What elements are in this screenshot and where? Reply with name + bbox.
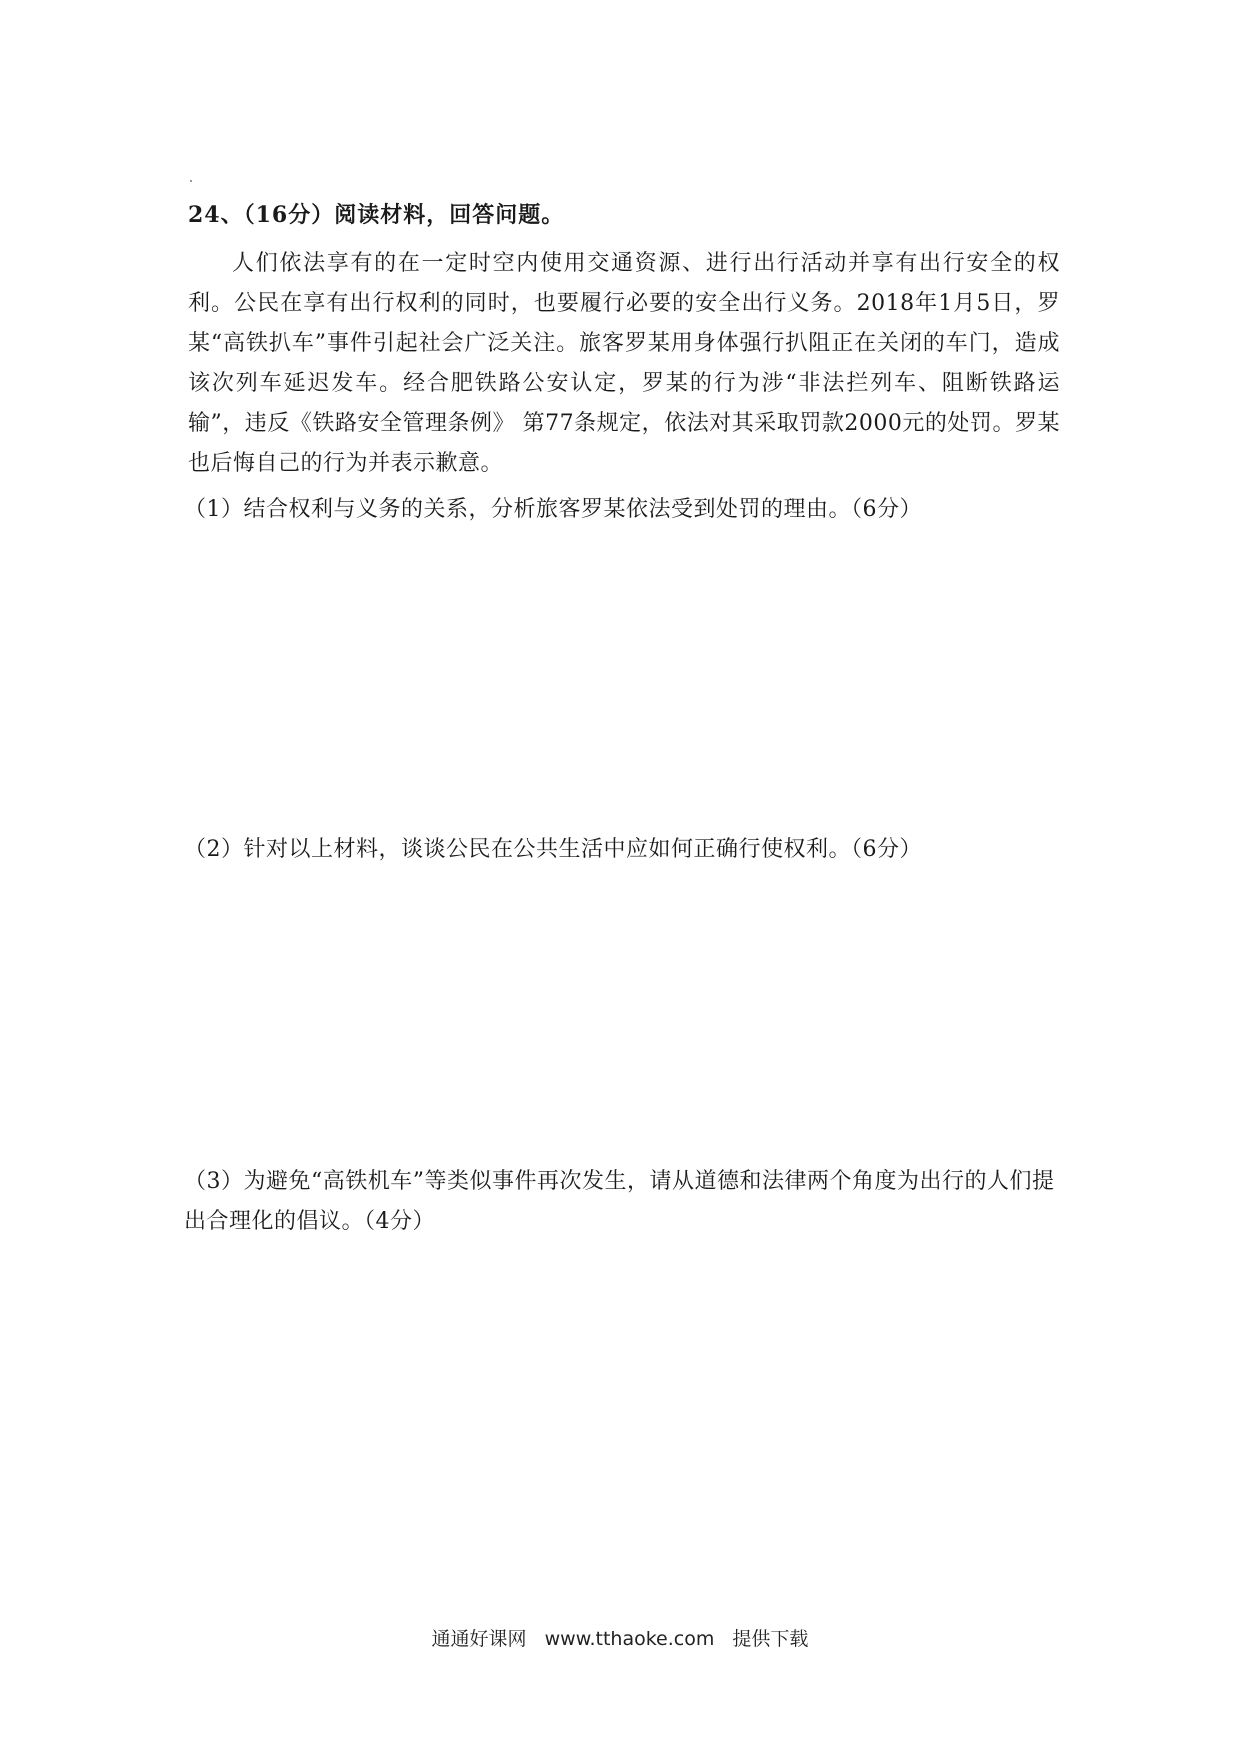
subquestion-1: （1）结合权利与义务的关系，分析旅客罗某依法受到处罚的理由。（6分）	[184, 497, 922, 522]
footer-site-name: 通通好课网	[431, 1628, 527, 1650]
subquestion-3: （3）为避免“高铁机车”等类似事件再次发生，请从道德和法律两个角度为出行的人们提出合理化的倡议。（4分）	[184, 1169, 1055, 1234]
question-header: 24、（16分）阅读材料，回答问题。	[188, 202, 565, 228]
subquestion-2: （2）针对以上材料，谈谈公民在公共生活中应如何正确行使权利。（6分）	[184, 837, 922, 862]
footer-url[interactable]: www.tthaoke.com	[544, 1628, 715, 1650]
material-paragraph: 人们依法享有的在一定时空内使用交通资源、进行出行活动并享有出行安全的权利。公民在享有出行权利的同时，也要履行必要的安全出行义务。2018年1月5日，罗某“高铁扒车”事件引起社会广泛关注。旅客罗某用身体强行扒阻正在关闭的车门，造成该次列车延迟发车。经合肥铁路公安认定，罗某的行为涉“非法拦列车、阻断铁路运输”，违反《铁路安全管理条例》 第77条规定，依法对其采取罚款2000元的处罚。罗某也后悔自己的行为并表示歉意。	[188, 251, 1060, 476]
footer-suffix: 提供下载	[732, 1628, 809, 1650]
footer	[0, 1624, 1240, 1651]
scan-speck	[190, 180, 192, 182]
